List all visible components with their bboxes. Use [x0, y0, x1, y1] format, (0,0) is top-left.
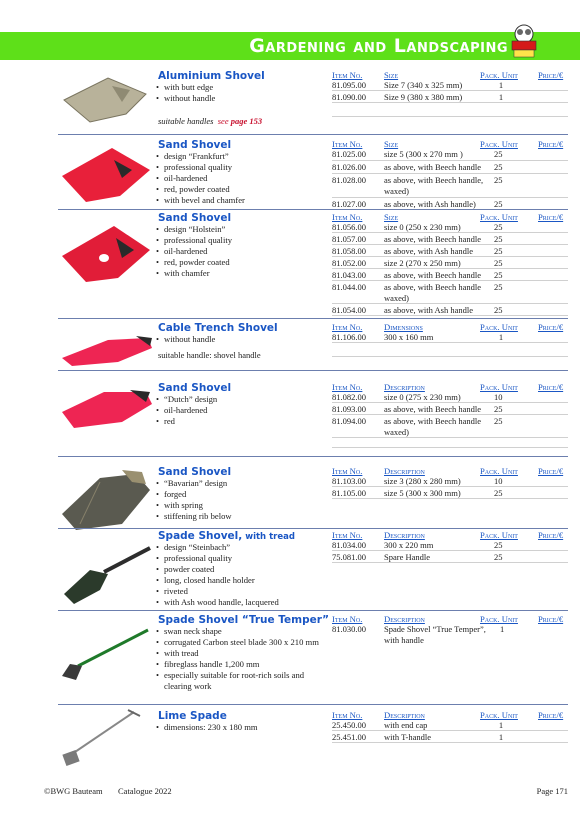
- text-item: 81.025.00: [332, 149, 366, 159]
- text-item: 81.054.00: [332, 305, 366, 315]
- text-pack: Pack. Unit: [480, 710, 518, 720]
- product-name: Spade Shovel “True Temper”: [158, 614, 330, 626]
- footer-page-number: Page 171: [536, 786, 568, 796]
- text-size: Size: [384, 139, 399, 149]
- text-2: • with tread: [156, 648, 332, 659]
- text-desc: Spade Shovel “True Temper”, with handle: [384, 624, 486, 645]
- page-title: Gardening and Landscaping: [249, 35, 508, 57]
- text-desc: as above, with Ash handle: [384, 246, 473, 256]
- text-1: • oil-hardened: [156, 405, 328, 416]
- page-link[interactable]: page 153: [230, 116, 263, 126]
- text-desc: Size 7 (340 x 325 mm): [384, 80, 463, 90]
- text-item: Item No.: [332, 530, 363, 540]
- spade-shovel-image: [60, 544, 154, 608]
- text-pack: Pack. Unit: [480, 70, 518, 80]
- text-item: Item No.: [332, 466, 363, 476]
- text-desc: size 0 (250 x 230 mm): [384, 222, 461, 232]
- text-item: Item No.: [332, 382, 363, 392]
- text-0: • design “Holstein”: [156, 224, 328, 235]
- text-pack: 1: [500, 624, 505, 634]
- section-divider: [58, 370, 568, 371]
- text-pack: 25: [494, 404, 503, 414]
- text-desc: as above, with Beech handle: [384, 162, 482, 172]
- text-pack: 10: [494, 476, 503, 486]
- text-5: • with Ash wood handle, lacquered: [156, 597, 328, 608]
- text-item: 81.030.00: [332, 624, 366, 634]
- text-pack: 1: [498, 732, 504, 742]
- text-3: • red, powder coated: [156, 257, 328, 268]
- red-shovel-image: [60, 386, 154, 430]
- handle-note: [158, 116, 262, 126]
- red-shovel-image: [60, 144, 152, 206]
- text-item: 81.058.00: [332, 246, 366, 256]
- section-divider: [58, 528, 568, 529]
- text-item: 81.105.00: [332, 488, 366, 498]
- text-3: • red, powder coated: [156, 184, 328, 195]
- text-desc: as above, with Beech handle, waxed): [384, 175, 484, 196]
- text-4: • especially suitable for root-rich soils and clearing work: [156, 670, 332, 692]
- section-divider: [58, 318, 568, 319]
- text-price: Price/€: [538, 322, 564, 332]
- text-3: • fibreglass handle 1,200 mm: [156, 659, 332, 670]
- text-4: • riveted: [156, 586, 328, 597]
- text-2: • oil-hardened: [156, 246, 328, 257]
- text-description: Description: [384, 466, 425, 476]
- feature-list: [156, 542, 328, 608]
- text-pack: 25: [494, 246, 503, 256]
- text-pack: Pack. Unit: [480, 139, 518, 149]
- text-item: 81.028.00: [332, 175, 366, 185]
- red-shovel-image: [60, 222, 152, 286]
- text-item: Item No.: [332, 614, 363, 624]
- text-pack: 25: [494, 222, 503, 232]
- text-item: 81.082.00: [332, 392, 366, 402]
- text-4: • with bevel and chamfer: [156, 195, 328, 206]
- section-divider: [58, 610, 568, 611]
- text-desc: size 5 (300 x 270 mm ): [384, 149, 463, 159]
- text-pack: 1: [498, 80, 504, 90]
- text-2: • oil-hardened: [156, 173, 328, 184]
- text-1: • professional quality: [156, 235, 328, 246]
- feature-list: [156, 478, 328, 522]
- text-pack: 25: [494, 162, 503, 172]
- section-divider: [58, 704, 568, 705]
- text-item: Item No.: [332, 322, 363, 332]
- text-item: 81.052.00: [332, 258, 366, 268]
- text-description: Description: [384, 382, 425, 392]
- text-description: Description: [384, 530, 425, 540]
- feature-list: [156, 224, 328, 279]
- text-pack: 25: [494, 234, 503, 244]
- text-desc: 300 x 160 mm: [384, 332, 434, 342]
- text-desc: size 5 (300 x 300 mm): [384, 488, 461, 498]
- text-3: • stiffening rib below: [156, 511, 328, 522]
- feature-item: • with butt edge: [156, 82, 328, 93]
- true-temper-spade-image: [60, 626, 154, 682]
- text-pack: 25: [494, 282, 503, 292]
- text-item: 81.090.00: [332, 92, 366, 102]
- text-desc: as above, with Beech handle waxed): [384, 416, 482, 437]
- text-item: Item No.: [332, 70, 363, 80]
- text-pack: 25: [494, 305, 503, 315]
- text-4: • with chamfer: [156, 268, 328, 279]
- product-name: Cable Trench Shovel: [158, 322, 278, 334]
- product-name: Lime Spade: [158, 710, 227, 722]
- text-pack: 25: [494, 416, 503, 426]
- section-divider: [58, 209, 568, 210]
- text-3: • long, closed handle holder: [156, 575, 328, 586]
- text-pack: 1: [498, 720, 504, 730]
- text-2: • red: [156, 416, 328, 427]
- text-item: 81.106.00: [332, 332, 366, 342]
- text-0: • without handle: [156, 334, 328, 345]
- text-0: • design “Frankfurt”: [156, 151, 328, 162]
- text-item: 81.093.00: [332, 404, 366, 414]
- text-0: • swan neck shape: [156, 626, 332, 637]
- text-item: 81.057.00: [332, 234, 366, 244]
- feature-list: [156, 151, 328, 206]
- text-pack: 10: [494, 392, 503, 402]
- lime-spade-image: [60, 708, 144, 768]
- text-item: Item No.: [332, 139, 363, 149]
- text-pack: Pack. Unit: [480, 614, 518, 624]
- text-2: • powder coated: [156, 564, 328, 575]
- text-item: 81.027.00: [332, 199, 366, 209]
- text-item: 81.095.00: [332, 80, 366, 90]
- text-1: • professional quality: [156, 162, 328, 173]
- text-desc: size 3 (280 x 280 mm): [384, 476, 461, 486]
- text-pack: Pack. Unit: [480, 466, 518, 476]
- section-divider: [58, 456, 568, 457]
- text-pack: Pack. Unit: [480, 212, 518, 222]
- text-desc: 300 x 220 mm: [384, 540, 434, 550]
- text-pack: 1: [498, 92, 504, 102]
- text-desc: Size 9 (380 x 380 mm): [384, 92, 463, 102]
- text-desc: as above, with Beech handle: [384, 404, 482, 414]
- text-pack: 25: [494, 199, 503, 209]
- text-0: • dimensions: 230 x 180 mm: [156, 722, 328, 733]
- text-item: 81.034.00: [332, 540, 366, 550]
- text-item: 81.094.00: [332, 416, 366, 426]
- text-desc: with T-handle: [384, 732, 431, 742]
- text-desc: as above, with Ash handle: [384, 305, 473, 315]
- text-desc: as above, with Ash handle): [384, 199, 476, 209]
- text-pack: 25: [494, 149, 503, 159]
- product-name: Sand Shovel: [158, 466, 232, 478]
- text-item: 25.451.00: [332, 732, 366, 742]
- text-name_sub: with tread: [242, 532, 295, 542]
- black-shovel-image: [60, 468, 154, 532]
- aluminium-shovel-image: [60, 72, 150, 126]
- text-item: 81.026.00: [332, 162, 366, 172]
- text-0: • design “Steinbach”: [156, 542, 328, 553]
- text-price: Price/€: [538, 530, 564, 540]
- text-desc: size 0 (275 x 230 mm): [384, 392, 461, 402]
- text-pack: 25: [494, 488, 503, 498]
- text-item: 81.043.00: [332, 270, 366, 280]
- text-pack: 25: [494, 270, 503, 280]
- text-item: 25.450.00: [332, 720, 366, 730]
- section-divider: [58, 134, 568, 135]
- brand-logo: [511, 24, 537, 66]
- text-note_prefix: suitable handles: [158, 116, 214, 126]
- text-item: Item No.: [332, 212, 363, 222]
- text-price: Price/€: [538, 139, 564, 149]
- text-desc: as above, with Beech handle: [384, 270, 482, 280]
- text-pack: 1: [498, 332, 504, 342]
- text-dimensions: Dimensions: [384, 322, 423, 332]
- text-pack: Pack. Unit: [480, 530, 518, 540]
- product-name: [158, 530, 295, 542]
- product-name: Sand Shovel: [158, 382, 232, 394]
- red-trench-shovel-image: [60, 332, 154, 368]
- text-price: Price/€: [538, 614, 564, 624]
- text-item: 75.081.00: [332, 552, 366, 562]
- product-name: Sand Shovel: [158, 139, 232, 151]
- text-desc: as above, with Beech handle waxed): [384, 282, 482, 303]
- product-name: Sand Shovel: [158, 212, 232, 224]
- text-pack: 25: [494, 552, 503, 562]
- text-pack: Pack. Unit: [480, 322, 518, 332]
- feature-list: [156, 334, 328, 345]
- text-pack: 25: [494, 175, 503, 185]
- feature-list: [156, 394, 328, 427]
- text-item: 81.044.00: [332, 282, 366, 292]
- feature-item: • without handle: [156, 93, 328, 104]
- text-note_see: see: [217, 116, 229, 126]
- footer-catalogue: Catalogue 2022: [118, 786, 172, 796]
- text-1: • forged: [156, 489, 328, 500]
- text-pack: Pack. Unit: [480, 382, 518, 392]
- text-item: 81.103.00: [332, 476, 366, 486]
- text-size: Size: [384, 212, 399, 222]
- text-item: Item No.: [332, 710, 363, 720]
- text-size: Size: [384, 70, 399, 80]
- text-price: Price/€: [538, 710, 564, 720]
- text-desc: Spare Handle: [384, 552, 431, 562]
- feature-list: [156, 82, 328, 104]
- product-name: Aluminium Shovel: [158, 70, 265, 82]
- feature-list: [156, 722, 328, 733]
- text-item: 81.056.00: [332, 222, 366, 232]
- text-0: • “Dutch” design: [156, 394, 328, 405]
- text-desc: with end cap: [384, 720, 428, 730]
- text-1: • professional quality: [156, 553, 328, 564]
- text-pack: 25: [494, 540, 503, 550]
- text-2: • with spring: [156, 500, 328, 511]
- text-name: Spade Shovel,: [158, 530, 243, 542]
- text-desc: size 2 (270 x 250 mm): [384, 258, 461, 268]
- text-price: Price/€: [538, 70, 564, 80]
- text-pack: 25: [494, 258, 503, 268]
- handle-note: suitable handle: shovel handle: [158, 350, 261, 360]
- text-0: • “Bavarian” design: [156, 478, 328, 489]
- text-1: • corrugated Carbon steel blade 300 x 210 mm: [156, 637, 332, 648]
- text-price: Price/€: [538, 382, 564, 392]
- text-price: Price/€: [538, 466, 564, 476]
- text-desc: as above, with Beech handle: [384, 234, 482, 244]
- feature-list: [156, 626, 332, 692]
- footer-copyright: ©BWG Bauteam: [44, 786, 103, 796]
- text-price: Price/€: [538, 212, 564, 222]
- text-description: Description: [384, 614, 425, 624]
- text-description: Description: [384, 710, 425, 720]
